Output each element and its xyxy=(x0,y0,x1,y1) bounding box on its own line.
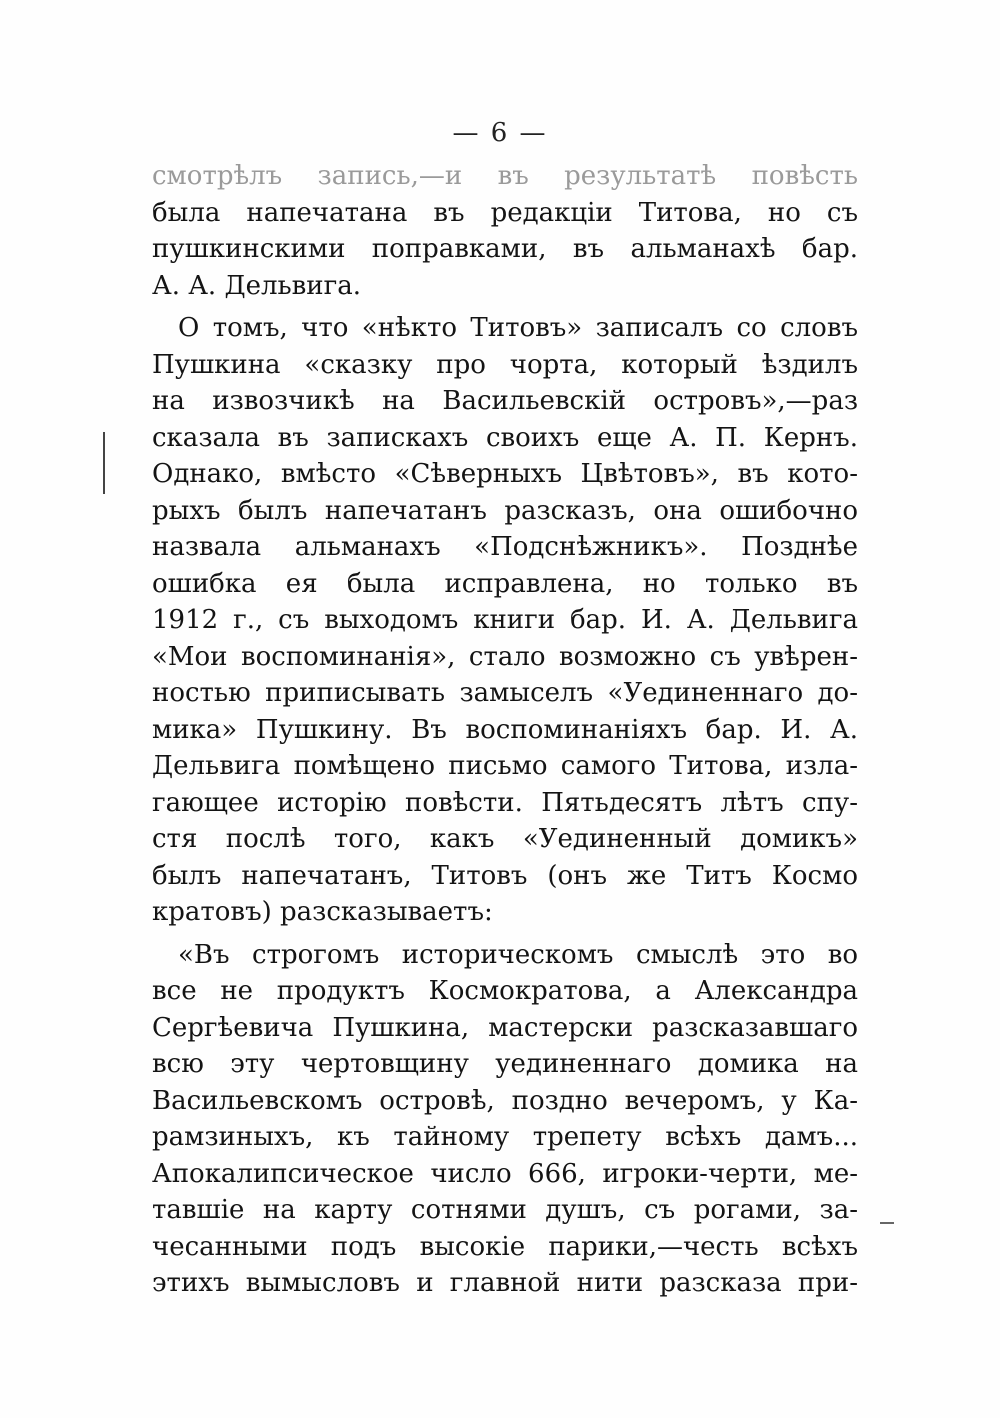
text-line: ошибка ея была исправлена, но только въ xyxy=(152,568,858,599)
text-line: былъ напечатанъ, Титовъ (онъ же Титъ Космо xyxy=(152,860,858,891)
text-line: ностью приписывать замыселъ «Уединеннаго до- xyxy=(152,678,858,708)
text-line: А. А. Дельвига. xyxy=(152,270,361,301)
text-line: чесанными подъ высокіе парики,—честь всѣхъ xyxy=(152,1231,858,1262)
text-line: Дельвига помѣщено письмо самого Титова, изла- xyxy=(152,751,858,781)
text-line: назвала альманахъ «Подснѣжникъ». Позднѣе xyxy=(152,532,858,562)
text-line: рамзиныхъ, къ тайному трепету всѣхъ дамъ... xyxy=(152,1122,858,1152)
text-line: 1912 г., съ выходомъ книги бар. И. А. Дельвига xyxy=(152,605,858,635)
text-line: Апокалипсическое число 666, игроки-черти, ме- xyxy=(152,1158,858,1189)
text-line: стя послѣ того, какъ «Уединенный домикъ» xyxy=(152,824,858,854)
text-line: гающее исторію повѣсти. Пятьдесятъ лѣтъ спу- xyxy=(152,787,858,818)
text-line: «Въ строгомъ историческомъ смыслѣ это во xyxy=(178,939,858,970)
text-line: О томъ, что «нѣкто Титовъ» записалъ со словъ xyxy=(178,313,858,343)
text-line: Васильевскомъ островѣ, поздно вечеромъ, у Ка- xyxy=(152,1085,858,1116)
text-line: Сергѣевича Пушкина, мастерски разсказавшаго xyxy=(152,1012,858,1043)
text-line: тавшіе на карту сотнями душъ, съ рогами, за- xyxy=(152,1195,858,1225)
page-number: — 6 — xyxy=(452,118,548,148)
text-line: этихъ вымысловъ и главной нити разсказа при- xyxy=(152,1268,858,1298)
text-line: кратовъ) разсказываетъ: xyxy=(152,897,493,927)
text-line: мика» Пушкину. Въ воспоминаніяхъ бар. И. А. xyxy=(152,714,858,745)
text-line: все не продуктъ Космократова, а Александра xyxy=(152,976,858,1006)
text-line: на извозчикѣ на Васильевскій островъ»,—раз xyxy=(152,386,858,416)
text-line: Однако, вмѣсто «Сѣверныхъ Цвѣтовъ», въ кото- xyxy=(152,459,858,489)
text-line: всю эту чертовщину уединеннаго домика на xyxy=(152,1049,858,1079)
text-line: сказала въ запискахъ своихъ еще А. П. Кернъ. xyxy=(152,422,858,453)
text-line: была напечатана въ редакціи Титова, но съ xyxy=(152,197,858,228)
text-line: Пушкина «сказку про чорта, который ѣздилъ xyxy=(152,349,858,380)
text-line: смотрѣлъ запись,—и въ результатѣ повѣсть xyxy=(152,161,858,191)
text-line: «Мои воспоминанія», стало возможно съ увѣрен- xyxy=(152,641,858,672)
text-line: пушкинскими поправками, въ альманахѣ бар. xyxy=(152,234,858,264)
margin-mark xyxy=(103,432,105,494)
body-text xyxy=(152,158,858,1302)
text-line: рыхъ былъ напечатанъ разсказъ, она ошибочно xyxy=(152,495,858,526)
margin-dash xyxy=(880,1222,894,1224)
